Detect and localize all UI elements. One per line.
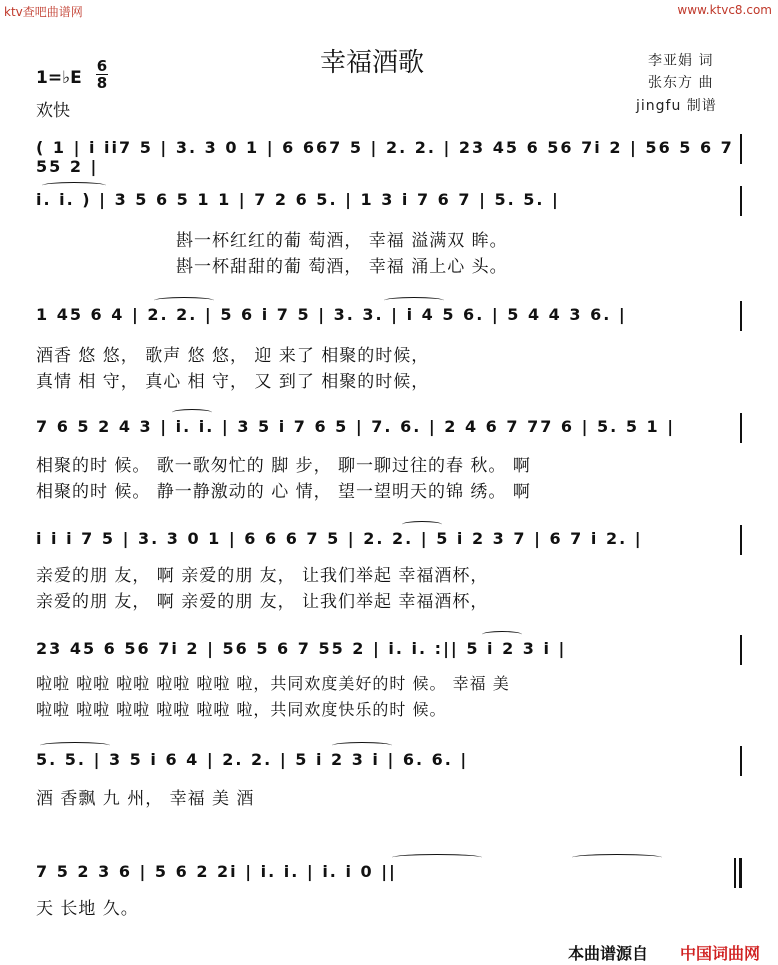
composer: 张东方 曲 (648, 75, 714, 91)
score-system-7 (36, 750, 743, 810)
barline (740, 413, 742, 443)
tie (402, 521, 442, 528)
watermark-left: ktv查吧曲谱网 (4, 5, 83, 19)
score-system-6 (36, 639, 743, 719)
tie (40, 742, 110, 749)
time-signature: 6 8 (96, 57, 108, 92)
notation-line: i. i. ) | 3 5 6 5 1 1 | 7 2 6 5. | 1 3 i 7 6 7 | 5. 5. | (36, 190, 560, 209)
notation-line: 7 5 2 3 6 | 5 6 2 2i | i. i. | i. i 0 || (36, 862, 397, 881)
barline (740, 134, 742, 164)
score-system-1 (36, 138, 743, 176)
final-barline-thin (734, 858, 736, 888)
score-system-2 (36, 190, 743, 277)
barline (740, 186, 742, 216)
notation-line: 1 45 6 4 | 2. 2. | 5 6 i 7 5 | 3. 3. | i 4 5 6. | 5 4 4 3 6. | (36, 305, 627, 324)
barline (740, 746, 742, 776)
score-system-4 (36, 417, 743, 502)
tie (384, 297, 444, 304)
lyric-verse-1: 酒香 悠 悠， 歌声 悠 悠， 迎 来了 相聚的时候， (36, 346, 430, 366)
notation-line: 23 45 6 56 7i 2 | 56 5 6 7 55 2 | i. i. :|| 5 i 2 3 i | (36, 639, 567, 658)
key-signature: 1=♭E (36, 68, 82, 88)
tie (154, 297, 214, 304)
lyric-verse-1: 亲爱的朋 友， 啊 亲爱的朋 友， 让我们举起 幸福酒杯， (36, 566, 489, 586)
footer-source-label: 本曲谱源自 (568, 944, 649, 963)
lyric-verse-1: 啦啦 啦啦 啦啦 啦啦 啦啦 啦，共同欢度美好的时 候。 幸福 美 (36, 674, 510, 693)
lyric-verse-2: 真情 相 守， 真心 相 守， 又 到了 相聚的时候， (36, 372, 430, 392)
lyric-verse-1: 天 长地 久。 (36, 899, 139, 919)
score-system-3 (36, 305, 743, 392)
lyric-verse-2: 斟一杯甜甜的葡 萄酒， 幸福 涌上心 头。 (176, 257, 508, 277)
lyric-verse-1: 相聚的时 候。 歌一歌匆忙的 脚 步， 聊一聊过往的春 秋。 啊 (36, 456, 531, 476)
tie (42, 182, 106, 189)
barline (740, 301, 742, 331)
tie (482, 631, 522, 638)
footer-site-name[interactable]: 中国词曲网 (680, 944, 761, 963)
final-barline-thick (739, 858, 742, 888)
lyric-verse-1: 斟一杯红红的葡 萄酒， 幸福 溢满双 眸。 (176, 231, 508, 251)
barline (740, 525, 742, 555)
notation-line: 5. 5. | 3 5 i 6 4 | 2. 2. | 5 i 2 3 i | 6. 6. | (36, 750, 469, 769)
song-title: 幸福酒歌 (320, 48, 425, 78)
watermark-right: www.ktvc8.com (677, 3, 772, 17)
tie (572, 854, 662, 861)
notation-line: ( 1 | i ii7 5 | 3. 3 0 1 | 6 667 5 | 2. 2. | 23 45 6 56 7i 2 | 56 5 6 7 55 2 | (36, 138, 734, 176)
lyric-verse-1: 酒 香飘 九 州， 幸福 美 酒 (36, 789, 255, 809)
tie (172, 409, 212, 416)
tempo-marking: 欢快 (36, 101, 70, 121)
lyric-verse-2: 啦啦 啦啦 啦啦 啦啦 啦啦 啦，共同欢度快乐的时 候。 (36, 700, 447, 719)
lyric-verse-2: 相聚的时 候。 静一静激动的 心 情， 望一望明天的锦 绣。 啊 (36, 482, 531, 502)
tie (332, 742, 392, 749)
barline (740, 635, 742, 665)
lyric-verse-2: 亲爱的朋 友， 啊 亲爱的朋 友， 让我们举起 幸福酒杯， (36, 592, 489, 612)
score-system-8 (36, 862, 743, 922)
arranger: jingfu 制谱 (636, 98, 717, 114)
notation-line: i i i 7 5 | 3. 3 0 1 | 6 6 6 7 5 | 2. 2. | 5 i 2 3 7 | 6 7 i 2. | (36, 529, 643, 548)
score-system-5 (36, 529, 743, 612)
lyricist: 李亚娟 词 (648, 53, 714, 69)
notation-line: 7 6 5 2 4 3 | i. i. | 3 5 i 7 6 5 | 7. 6. | 2 4 6 7 77 6 | 5. 5 1 | (36, 417, 676, 436)
tie (392, 854, 482, 861)
